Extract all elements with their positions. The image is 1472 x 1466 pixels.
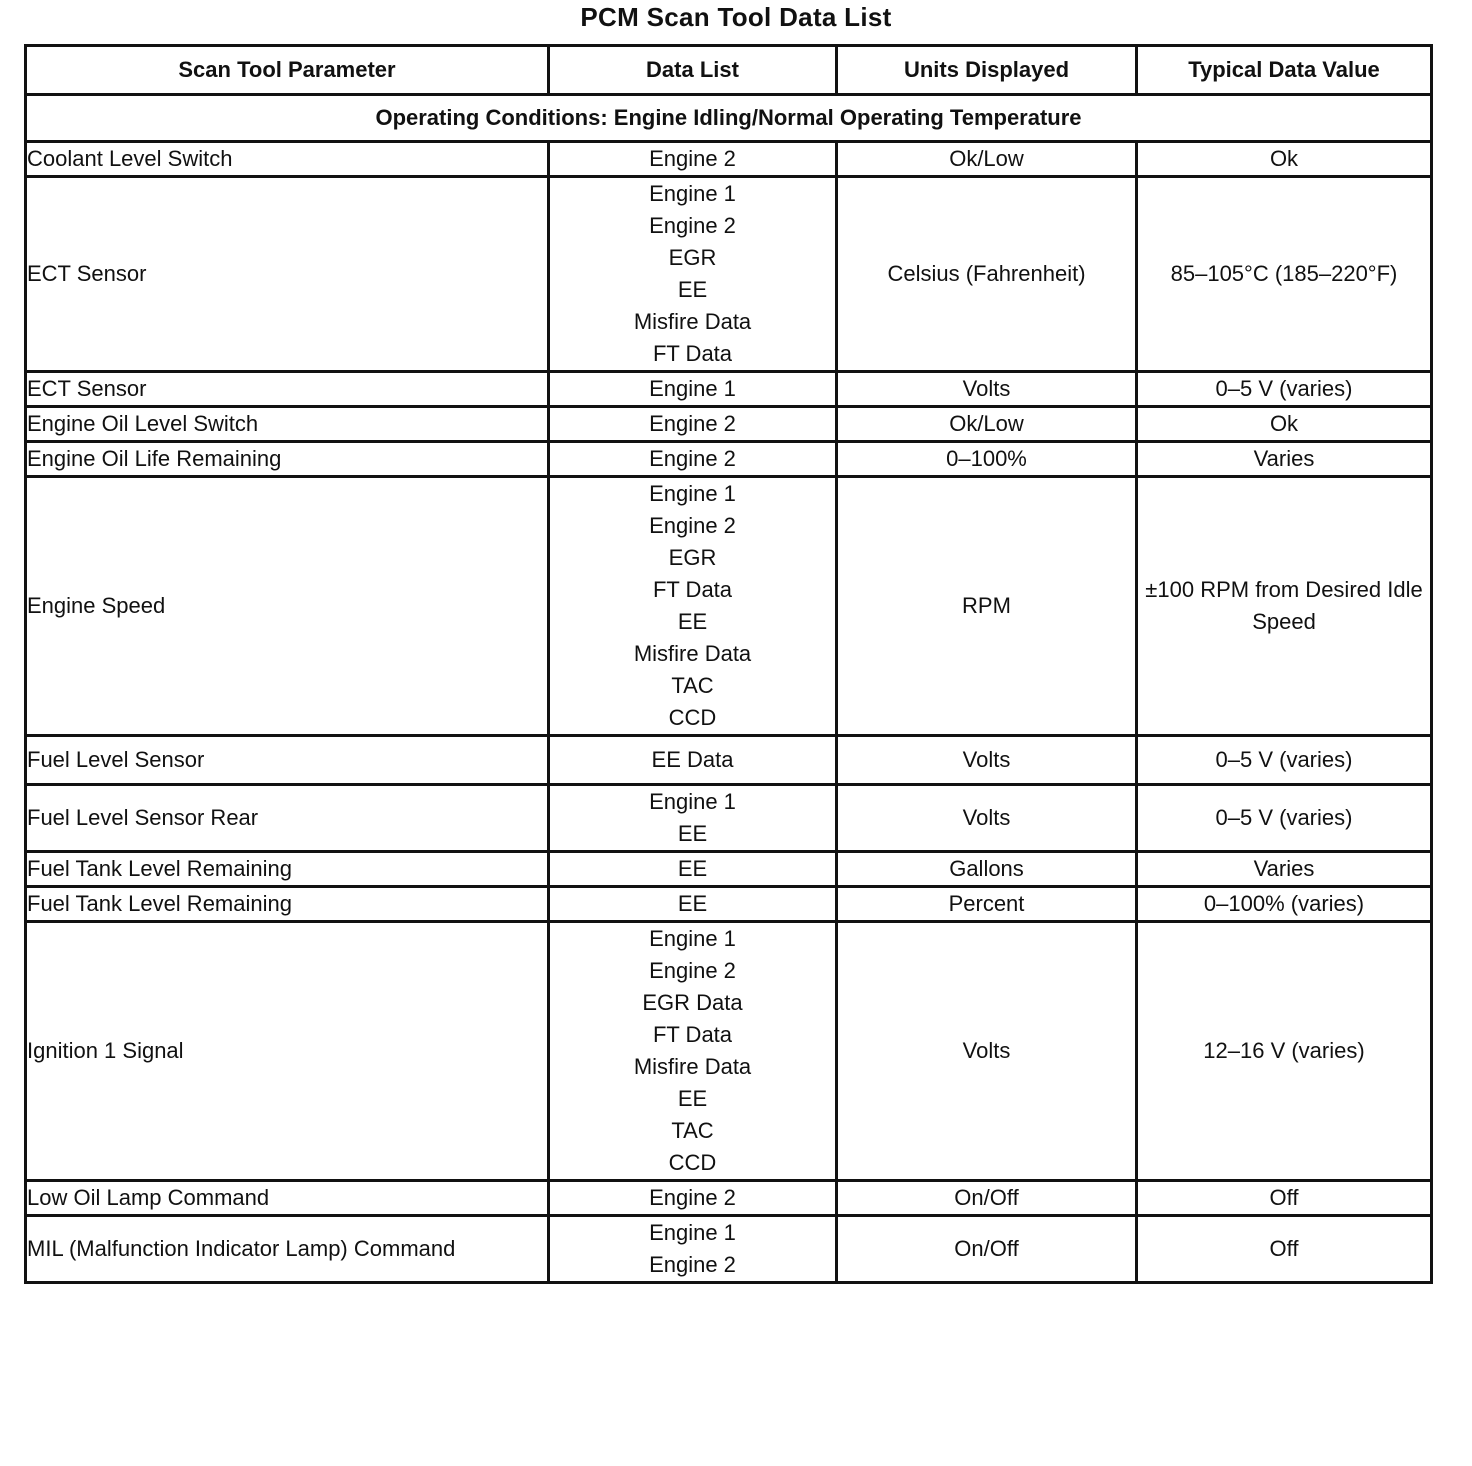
typical-value-cell: 12–16 V (varies): [1137, 922, 1432, 1181]
parameter-cell: ECT Sensor: [26, 372, 549, 407]
data-list-entry: EGR: [668, 545, 717, 570]
typical-value-cell: 0–5 V (varies): [1137, 736, 1432, 785]
table-row: [26, 1216, 1432, 1283]
data-list-entry: EE Data: [651, 747, 734, 772]
typical-value-cell: Varies: [1137, 442, 1432, 477]
data-list-entry: Engine 2: [649, 513, 736, 538]
table-row: [26, 922, 1432, 1181]
typical-value-cell: 0–5 V (varies): [1137, 785, 1432, 852]
data-list-entry: EE: [677, 821, 708, 846]
data-list-entry: Engine 1: [649, 481, 736, 506]
data-list-entry: Misfire Data: [633, 309, 752, 334]
parameter-cell: Fuel Level Sensor: [26, 736, 549, 785]
data-list-entry: EGR: [668, 245, 717, 270]
table-row: [26, 852, 1432, 887]
data-list-entry: EE: [677, 891, 708, 916]
parameter-cell: ECT Sensor: [26, 177, 549, 372]
parameter-cell: Ignition 1 Signal: [26, 922, 549, 1181]
column-header-parameter: Scan Tool Parameter: [26, 46, 549, 95]
units-cell: Ok/Low: [837, 407, 1137, 442]
typical-value-cell: Varies: [1137, 852, 1432, 887]
data-list-cell: [549, 852, 837, 887]
table-row: [26, 785, 1432, 852]
data-list-entry: EE: [677, 856, 708, 881]
units-cell: RPM: [837, 477, 1137, 736]
typical-value-cell: Off: [1137, 1181, 1432, 1216]
data-list-entry: CCD: [668, 705, 717, 730]
parameter-cell: Fuel Tank Level Remaining: [26, 852, 549, 887]
data-list-cell: [549, 922, 837, 1181]
units-cell: Volts: [837, 736, 1137, 785]
data-list-entry: EE: [677, 1086, 708, 1111]
typical-value-cell: 0–100% (varies): [1137, 887, 1432, 922]
data-list-entry: Engine 1: [649, 1220, 736, 1245]
data-list-entry: Engine 2: [649, 1252, 736, 1277]
table-row: [26, 407, 1432, 442]
units-cell: Ok/Low: [837, 142, 1137, 177]
data-list-entry: Engine 1: [649, 789, 736, 814]
data-list-cell: [549, 407, 837, 442]
data-list-entry: Engine 2: [649, 958, 736, 983]
data-list-entry: Engine 2: [649, 1185, 736, 1210]
data-list-cell: [549, 1181, 837, 1216]
data-list-cell: [549, 785, 837, 852]
parameter-cell: Engine Oil Level Switch: [26, 407, 549, 442]
data-list-entry: Engine 1: [649, 926, 736, 951]
table-row: [26, 442, 1432, 477]
data-list-entry: FT Data: [652, 577, 733, 602]
units-cell: Percent: [837, 887, 1137, 922]
table-row: [26, 1181, 1432, 1216]
typical-value-cell: 85–105°C (185–220°F): [1137, 177, 1432, 372]
table-row: [26, 142, 1432, 177]
units-cell: On/Off: [837, 1181, 1137, 1216]
data-list-entry: Engine 2: [649, 213, 736, 238]
parameter-cell: MIL (Malfunction Indicator Lamp) Command: [26, 1216, 549, 1283]
data-list-entry: EE: [677, 609, 708, 634]
header-row: [26, 46, 1432, 95]
data-list-entry: FT Data: [652, 341, 733, 366]
data-list-entry: Engine 2: [649, 146, 736, 171]
table-row: [26, 177, 1432, 372]
column-header-data-list: Data List: [549, 46, 837, 95]
column-header-typical-value: Typical Data Value: [1137, 46, 1432, 95]
data-list-entry: CCD: [668, 1150, 717, 1175]
units-cell: Gallons: [837, 852, 1137, 887]
data-list-entry: Misfire Data: [633, 641, 752, 666]
data-list-entry: EGR Data: [642, 990, 743, 1015]
operating-conditions-row: [26, 95, 1432, 142]
data-list-cell: [549, 177, 837, 372]
parameter-cell: Fuel Level Sensor Rear: [26, 785, 549, 852]
units-cell: Volts: [837, 372, 1137, 407]
parameter-cell: Engine Speed: [26, 477, 549, 736]
units-cell: 0–100%: [837, 442, 1137, 477]
data-list-entry: FT Data: [652, 1022, 733, 1047]
data-list-entry: Engine 2: [649, 446, 736, 471]
data-list-cell: [549, 1216, 837, 1283]
typical-value-cell: Ok: [1137, 142, 1432, 177]
typical-value-cell: Ok: [1137, 407, 1432, 442]
typical-value-cell: ±100 RPM from Desired Idle Speed: [1137, 477, 1432, 736]
data-list-entry: EE: [677, 277, 708, 302]
parameter-cell: Engine Oil Life Remaining: [26, 442, 549, 477]
data-list-entry: TAC: [671, 673, 714, 698]
data-list-entry: Misfire Data: [633, 1054, 752, 1079]
page-title: PCM Scan Tool Data List: [580, 2, 892, 32]
data-list-cell: [549, 887, 837, 922]
typical-value-cell: 0–5 V (varies): [1137, 372, 1432, 407]
units-cell: Celsius (Fahrenheit): [837, 177, 1137, 372]
units-cell: On/Off: [837, 1216, 1137, 1283]
table-row: [26, 372, 1432, 407]
data-list-entry: Engine 2: [649, 411, 736, 436]
scan-tool-data-table: [24, 44, 1433, 1284]
parameter-cell: Low Oil Lamp Command: [26, 1181, 549, 1216]
table-row: [26, 887, 1432, 922]
column-header-units: Units Displayed: [837, 46, 1137, 95]
units-cell: Volts: [837, 785, 1137, 852]
units-cell: Volts: [837, 922, 1137, 1181]
data-list-entry: Engine 1: [649, 181, 736, 206]
parameter-cell: Fuel Tank Level Remaining: [26, 887, 549, 922]
typical-value-cell: Off: [1137, 1216, 1432, 1283]
operating-conditions-label: Operating Conditions: Engine Idling/Normal Operating Temperature: [26, 95, 1432, 142]
data-list-cell: [549, 372, 837, 407]
data-list-entry: Engine 1: [649, 376, 736, 401]
parameter-cell: Coolant Level Switch: [26, 142, 549, 177]
table-row: [26, 736, 1432, 785]
data-list-cell: [549, 142, 837, 177]
table-row: [26, 477, 1432, 736]
data-list-cell: [549, 442, 837, 477]
data-list-cell: [549, 477, 837, 736]
data-list-cell: [549, 736, 837, 785]
data-list-entry: TAC: [671, 1118, 714, 1143]
